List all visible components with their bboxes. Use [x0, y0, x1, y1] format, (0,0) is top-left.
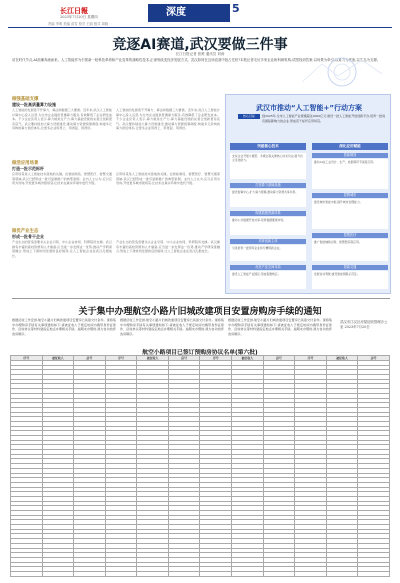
left-box-2: 建设智算中心,扩大算力规模,推动算力资源共享共用。: [230, 189, 306, 207]
article-headline: 竞逐AI赛道,武汉要做三件事: [112, 37, 288, 53]
table-header-8: 房号: [263, 356, 295, 361]
tab-core-tech: 突破核心技术: [230, 143, 306, 150]
table-header-7: 被征收人: [232, 356, 264, 361]
table-header-4: 被征收人: [137, 356, 169, 361]
body-col-1b: 人工智能的发展离不开算力、算法和数据三大要素。近年来,武汉人工智能计算中心投入运营,为全市企业提供普惠算力服务,有效降低了企业研发成本。不少企业负责人表示,算力就是生产力,算力基础设施的完善让创新更有底气。武汉要持续加大算力设施建设,推动算力资源统筹调度,构建多元异构的算力供给体系,让更多企业用得上、用得起、用得好。: [116, 108, 220, 131]
left-head-2: 构建数据资源体系: [230, 211, 306, 216]
table-header-11: 房号: [358, 356, 390, 361]
left-head-1: 打造算力基础设施: [230, 183, 306, 188]
left-box-4: 引进培育一批领军企业和专精特新企业。: [230, 245, 306, 261]
notice-body-2: 根据征收工作安排,航空小路片旧城改建项目安置房已具备交付条件。现将集中办理购房手续有关事项通知如下:请被征收人于规定时间内携带身份证原件、征收协议等材料到指定地点办理相关手续。逾期未办理的,视为自动放弃选房顺序。: [120, 318, 224, 336]
article-byline: 长江日报记者 张维 通讯员 刘涛: [175, 52, 225, 56]
table-header-0: 序号: [11, 356, 43, 361]
right-head-1: 智能制造: [312, 153, 388, 158]
newspaper-logo: 长江日報: [60, 6, 88, 15]
table-title: 航空小路项目已签订预购房协议名单(第六批): [142, 350, 258, 356]
body-col-2a: 应用场景是人工智能技术落地的关键。在智能制造、智慧医疗、智慧交通等领域,武汉已经形成一批可复制推广的典型案例。业内人士认为,应以应用为导向,开放更多城市级场景,让技术在真实环境中迭代升级。: [12, 172, 112, 186]
section-sublabel: ·解读: [188, 10, 203, 17]
table-header-5: 房号: [168, 356, 200, 361]
body-col-3b: 产业生态的营造需要龙头企业引领、中小企业协同、科研院所支撑。武汉拥有丰富的高校资源和人才储备,应当进一步发挥这一优势,推动产学研深度融合,形成上下游协同发展的良好格局,让人工智能企业在武汉扎根成长。: [116, 240, 220, 254]
table-cell: [137, 571, 169, 576]
notice-body-3: 根据征收工作安排,航空小路片旧城改建项目安置房已具备交付条件。现将集中办理购房手续有关事项通知如下:请被征收人于规定时间内携带身份证原件、征收协议等材料到指定地点办理相关手续。逾期未办理的,视为自动放弃选房顺序。: [228, 318, 332, 336]
section-divider: [12, 298, 390, 299]
body-col-2b: 应用场景是人工智能技术落地的关键。在智能制造、智慧医疗、智慧交通等领域,武汉已经形成一批可复制推广的典型案例。业内人士认为,应以应用为导向,开放更多城市级场景,让技术在真实环境中迭代升级。: [116, 172, 220, 186]
table-header-2: 房号: [74, 356, 106, 361]
table-header-6: 序号: [200, 356, 232, 361]
body-col-3a: 产业生态的营造需要龙头企业引领、中小企业协同、科研院所支撑。武汉拥有丰富的高校资源和人才储备,应当进一步发挥这一优势,推动产学研深度融合,形成上下游协同发展的良好格局,让人工智能企业在武汉扎根成长。: [12, 240, 112, 258]
notice-stamp: 武汉市江汉区房屋征收管理办公室 2023年7月20日: [340, 320, 388, 329]
notice-title: 关于集中办理航空小路片旧城改建项目安置房购房手续的通知: [78, 307, 322, 317]
signees-table: [10, 355, 390, 577]
table-cell: [232, 571, 264, 576]
panel-tabs: [230, 143, 388, 150]
policy-panel: [225, 94, 391, 294]
subhead-3-sub: 形成一批骨干企业: [12, 234, 44, 239]
table-cell: [295, 571, 327, 576]
table-cell: [358, 571, 390, 576]
left-box-1: 支持企业开展大模型、多模态等关键核心技术攻关,提升自主可控能力。: [230, 153, 306, 179]
tech-illustration: [242, 54, 394, 90]
table-header-9: 序号: [295, 356, 327, 361]
panel-badge: 核心目标: [238, 114, 260, 119]
right-box-1: 推动AI在工业设计、生产、检测等环节深度应用。: [312, 159, 388, 189]
page-number: 5: [232, 2, 240, 15]
right-box-3: 推广智能辅助诊断、智慧医院等应用。: [312, 239, 388, 261]
table-cell: [263, 571, 295, 576]
right-head-3: 智慧医疗: [312, 233, 388, 238]
right-head-4: 智能交通: [312, 265, 388, 270]
table-cell: [200, 571, 232, 576]
table-header-3: 序号: [105, 356, 137, 361]
table-cell: [74, 571, 106, 576]
table-cell: [326, 571, 358, 576]
body-col-1a: 人工智能的发展离不开算力、算法和数据三大要素。近年来,武汉人工智能计算中心投入运营,为全市企业提供普惠算力服务,有效降低了企业研发成本。不少企业负责人表示,算力就是生产力,算力基础设施的完善让创新更有底气。武汉要持续加大算力设施建设,推动算力资源统筹调度,构建多元异构的算力供给体系,让更多企业用得上、用得起、用得好。: [12, 108, 112, 131]
table-cell: [168, 571, 200, 576]
table-cell: [42, 571, 74, 576]
panel-intro: 到2025年,全市人工智能产业规模超过2000亿元,建设一批人工智能开放创新平台,培育一批具有国际影响力的企业,形成若干标杆应用场景。: [262, 114, 386, 123]
subhead-2-sub: 打造一批示范标杆: [12, 166, 44, 171]
left-box-5: 建设人工智能产业园区,形成集聚效应。: [230, 271, 306, 289]
subhead-1-sub: 建设一批高质量算力设施: [12, 102, 56, 107]
table-header-10: 被征收人: [326, 356, 358, 361]
article-lead: 站在时代节点,AI浪潮奔涌而来。人工智能作为引领新一轮科技革命和产业变革的战略性技术,正深刻改变经济发展方式。武汉如何在这场竞赛中抢占先机?本报记者走访多家企业和科研机构,试图找到答案:以场景为牵引,以算力为底座,以生态为支撑。: [12, 58, 381, 62]
notice-body-1: 根据征收工作安排,航空小路片旧城改建项目安置房已具备交付条件。现将集中办理购房手续有关事项通知如下:请被征收人于规定时间内携带身份证原件、征收协议等材料到指定地点办理相关手续。逾期未办理的,视为自动放弃选房顺序。: [12, 318, 116, 336]
right-head-2: 智慧城市: [312, 193, 388, 198]
table-cell: [11, 571, 43, 576]
panel-title: 武汉市推动“人工智能+”行动方案: [255, 104, 363, 112]
right-box-4: 发展自动驾驶,建设智能网联示范区。: [312, 271, 388, 289]
table-header-1: 被征收人: [42, 356, 74, 361]
subhead-2: 做活应用场景: [12, 161, 39, 166]
editors-line: 责编 李明 美编 高雪 校对 王丽 版式 周晓: [48, 22, 109, 26]
section-label: 深度: [148, 4, 230, 22]
left-head-3: 培育创新主体: [230, 239, 306, 244]
issue-date: 2023年7月20日 星期四: [60, 15, 98, 19]
table-row: [11, 571, 390, 576]
left-head-4: 优化产业空间布局: [230, 265, 306, 270]
subhead-3: 做优产业生态: [12, 229, 39, 234]
right-box-2: 建设城市智能中枢,提升城市治理能力。: [312, 199, 388, 229]
tab-applications: 深化应用赋能: [312, 143, 388, 150]
subhead-1: 做强基础支撑: [12, 97, 39, 102]
table-cell: [105, 571, 137, 576]
left-box-3: 推动公共数据开放共享,培育数据要素市场。: [230, 217, 306, 235]
